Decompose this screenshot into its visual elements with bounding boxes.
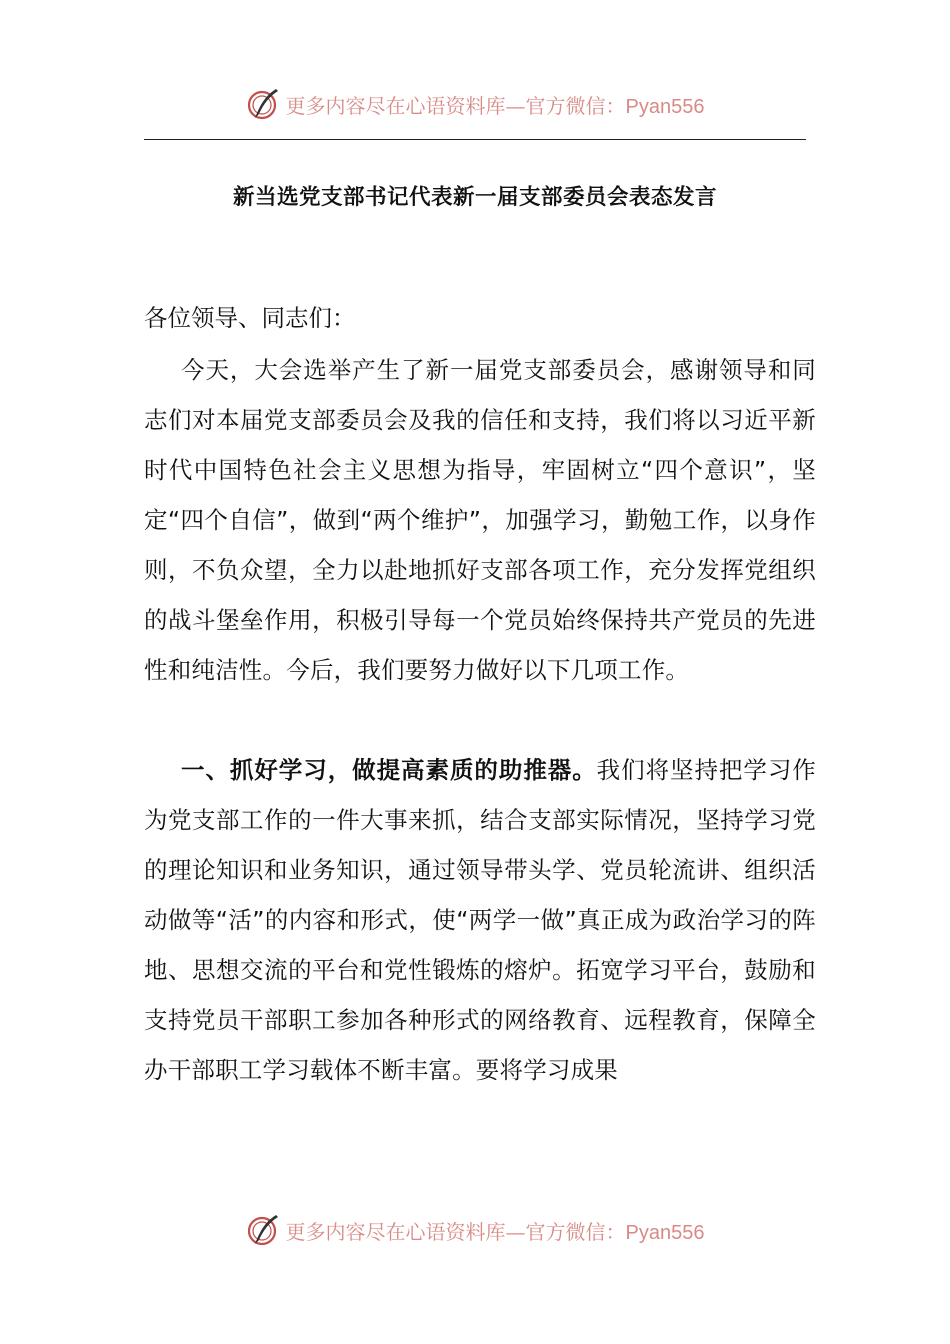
- quill-pen-icon: [246, 1212, 282, 1248]
- paragraph-2: [144, 745, 816, 1095]
- quill-pen-icon: [246, 86, 282, 122]
- footer-banner: [0, 1208, 950, 1252]
- footer-banner-text: 更多内容尽在心语资料库—官方微信：: [285, 1219, 626, 1244]
- paragraph-1: 今天，大会选举产生了新一届党支部委员会，感谢领导和同志们对本届党支部委员会及我的信任和支持，我们将以习近平新时代中国特色社会主义思想为指导，牢固树立“四个意识”，坚定“四个自信”，做到“两个维护”，加强学习，勤勉工作，以身作则，不负众望，全力以赴地抓好支部各项工作，充分发挥党组织的战斗堡垒作用，积极引导每一个党员始终保持共产党员的先进性和纯洁性。今后，我们要努力做好以下几项工作。: [144, 356, 816, 684]
- paragraph-2-heading: 一、抓好学习，做提高素质的助推器。: [181, 756, 597, 784]
- header-banner: [0, 82, 950, 126]
- header-banner-text: 更多内容尽在心语资料库—官方微信：: [285, 93, 626, 118]
- header-divider: [144, 139, 806, 140]
- footer-banner-code: Pyan556: [625, 1221, 705, 1244]
- document-title: 新当选党支部书记代表新一届支部委员会表态发言: [232, 185, 717, 210]
- header-banner-code: Pyan556: [625, 95, 705, 118]
- salutation: 各位领导、同志们：: [144, 304, 356, 332]
- paragraph-2-body: 我们将坚持把学习作为党支部工作的一件大事来抓，结合支部实际情况，坚持学习党的理论知识和业务知识，通过领导带头学、党员轮流讲、组织活动做等“活”的内容和形式，使“两学一做”真正成为政治学习的阵地、思想交流的平台和党性锻炼的熔炉。拓宽学习平台，鼓励和支持党员干部职工参加各种形式的网络教育、远程教育，保障全办干部职工学习载体不断丰富。要将学习成果: [144, 756, 816, 1084]
